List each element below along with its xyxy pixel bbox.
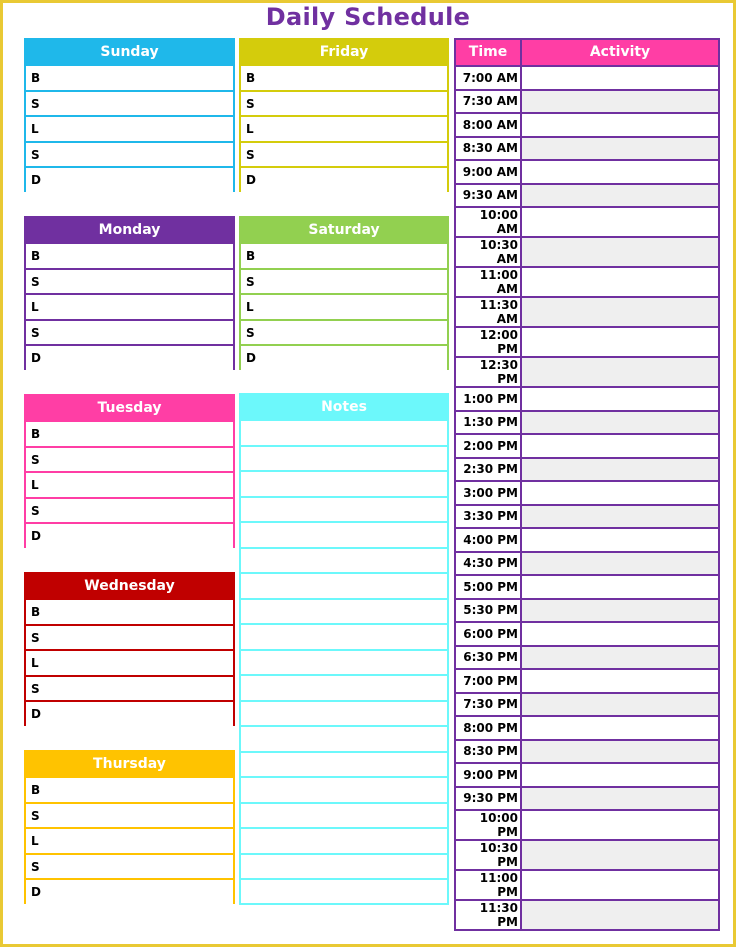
time-slot-row: [456, 136, 718, 160]
time-slot-row: [456, 433, 718, 457]
day-header: Wednesday: [26, 574, 233, 598]
time-label: 2:30 PM: [456, 459, 522, 481]
time-slot-row: [456, 266, 718, 296]
time-label: 12:30 PM: [456, 358, 522, 386]
activity-cell[interactable]: [522, 114, 718, 136]
time-label: 2:00 PM: [456, 435, 522, 457]
activity-cell[interactable]: [522, 67, 718, 89]
time-label: 8:00 PM: [456, 717, 522, 739]
time-label: 10:30 AM: [456, 238, 522, 266]
activity-cell[interactable]: [522, 185, 718, 207]
day-card-wednesday: [24, 572, 235, 726]
meal-row[interactable]: S: [26, 90, 233, 116]
time-label: 9:30 AM: [456, 185, 522, 207]
time-slot-row: [456, 236, 718, 266]
notes-line[interactable]: [241, 674, 447, 700]
activity-cell[interactable]: [522, 811, 718, 839]
time-slot-row: [456, 551, 718, 575]
notes-line[interactable]: [241, 547, 447, 573]
notes-line[interactable]: [241, 419, 447, 445]
day-header: Sunday: [26, 40, 233, 64]
time-slot-row: [456, 183, 718, 207]
time-label: 10:00 AM: [456, 208, 522, 236]
day-header: Saturday: [241, 218, 447, 242]
meal-row[interactable]: L: [26, 471, 233, 497]
time-label: 9:30 PM: [456, 788, 522, 810]
notes-line[interactable]: [241, 445, 447, 471]
time-slot-row: [456, 457, 718, 481]
meal-row[interactable]: D: [26, 166, 233, 192]
time-label: 8:00 AM: [456, 114, 522, 136]
meal-row[interactable]: S: [241, 268, 447, 294]
day-header: Monday: [26, 218, 233, 242]
time-slot-row: [456, 786, 718, 810]
meal-row[interactable]: B: [26, 420, 233, 446]
day-card-sunday: [24, 38, 235, 192]
activity-cell[interactable]: [522, 694, 718, 716]
activity-cell[interactable]: [522, 298, 718, 326]
activity-cell[interactable]: [522, 161, 718, 183]
time-slot-row: [456, 410, 718, 434]
meal-row[interactable]: S: [26, 624, 233, 650]
time-slot-row: [456, 621, 718, 645]
day-header: Tuesday: [26, 396, 233, 420]
time-label: 1:00 PM: [456, 388, 522, 410]
meal-row[interactable]: L: [26, 649, 233, 675]
time-label: 9:00 AM: [456, 161, 522, 183]
activity-cell[interactable]: [522, 238, 718, 266]
time-label: 5:30 PM: [456, 600, 522, 622]
activity-cell[interactable]: [522, 901, 718, 929]
notes-line[interactable]: [241, 649, 447, 675]
activity-cell[interactable]: [522, 600, 718, 622]
time-label: 11:30 AM: [456, 298, 522, 326]
time-label: 6:00 PM: [456, 623, 522, 645]
page-title: Daily Schedule: [265, 3, 471, 31]
activity-cell[interactable]: [522, 138, 718, 160]
time-slot-row: [456, 159, 718, 183]
meal-row[interactable]: S: [26, 141, 233, 167]
time-column-header: Time: [456, 40, 522, 65]
activity-cell[interactable]: [522, 506, 718, 528]
day-header: Friday: [241, 40, 447, 64]
time-label: 10:30 PM: [456, 841, 522, 869]
time-label: 10:00 PM: [456, 811, 522, 839]
notes-line[interactable]: [241, 725, 447, 751]
meal-row[interactable]: D: [26, 700, 233, 726]
meal-row[interactable]: B: [26, 598, 233, 624]
activity-cell[interactable]: [522, 553, 718, 575]
activity-cell[interactable]: [522, 841, 718, 869]
notes-header: Notes: [241, 395, 447, 419]
time-slot-row: [456, 715, 718, 739]
activity-cell[interactable]: [522, 529, 718, 551]
meal-row[interactable]: S: [26, 497, 233, 523]
activity-cell[interactable]: [522, 647, 718, 669]
time-slot-row: [456, 112, 718, 136]
activity-cell[interactable]: [522, 482, 718, 504]
time-slot-row: [456, 89, 718, 113]
day-card-thursday: [24, 750, 235, 904]
notes-line[interactable]: [241, 572, 447, 598]
time-label: 8:30 AM: [456, 138, 522, 160]
notes-line[interactable]: [241, 827, 447, 853]
activity-cell[interactable]: [522, 435, 718, 457]
meal-row[interactable]: B: [241, 64, 447, 90]
meal-row[interactable]: L: [26, 827, 233, 853]
activity-cell[interactable]: [522, 623, 718, 645]
time-label: 3:30 PM: [456, 506, 522, 528]
time-label: 1:30 PM: [456, 412, 522, 434]
notes-line[interactable]: [241, 598, 447, 624]
time-slot-row: [456, 206, 718, 236]
time-slot-row: [456, 598, 718, 622]
time-slot-row: [456, 839, 718, 869]
activity-cell[interactable]: [522, 871, 718, 899]
time-slot-row: [456, 809, 718, 839]
time-slot-row: [456, 356, 718, 386]
time-slot-row: [456, 899, 718, 929]
time-slot-row: [456, 326, 718, 356]
activity-cell[interactable]: [522, 717, 718, 739]
activity-cell[interactable]: [522, 388, 718, 410]
time-label: 5:00 PM: [456, 576, 522, 598]
time-slot-row: [456, 504, 718, 528]
meal-row[interactable]: B: [241, 242, 447, 268]
activity-cell[interactable]: [522, 268, 718, 296]
time-label: 4:00 PM: [456, 529, 522, 551]
time-label: 6:30 PM: [456, 647, 522, 669]
meal-row[interactable]: B: [26, 776, 233, 802]
meal-row[interactable]: S: [26, 446, 233, 472]
time-label: 7:00 PM: [456, 670, 522, 692]
time-label: 7:00 AM: [456, 67, 522, 89]
activity-cell[interactable]: [522, 91, 718, 113]
activity-cell[interactable]: [522, 764, 718, 786]
time-slot-row: [456, 645, 718, 669]
time-slot-row: [456, 67, 718, 89]
notes-line[interactable]: [241, 776, 447, 802]
meal-row[interactable]: S: [241, 319, 447, 345]
time-label: 9:00 PM: [456, 764, 522, 786]
notes-line[interactable]: [241, 496, 447, 522]
meal-row[interactable]: L: [241, 293, 447, 319]
meal-row[interactable]: S: [241, 141, 447, 167]
meal-row[interactable]: B: [26, 64, 233, 90]
activity-column-header: Activity: [522, 40, 718, 65]
day-card-saturday: [239, 216, 449, 370]
day-card-monday: [24, 216, 235, 370]
time-label: 7:30 AM: [456, 91, 522, 113]
meal-row[interactable]: D: [241, 344, 447, 370]
time-slot-row: [456, 869, 718, 899]
meal-row[interactable]: S: [241, 90, 447, 116]
time-label: 12:00 PM: [456, 328, 522, 356]
activity-cell[interactable]: [522, 576, 718, 598]
notes-line[interactable]: [241, 751, 447, 777]
notes-line[interactable]: [241, 521, 447, 547]
meal-row[interactable]: S: [26, 802, 233, 828]
notes-line[interactable]: [241, 700, 447, 726]
meal-row[interactable]: S: [26, 675, 233, 701]
time-label: 8:30 PM: [456, 741, 522, 763]
time-slot-row: [456, 762, 718, 786]
time-slot-row: [456, 739, 718, 763]
time-label: 11:00 PM: [456, 871, 522, 899]
notes-line[interactable]: [241, 802, 447, 828]
day-card-tuesday: [24, 394, 235, 548]
day-header: Thursday: [26, 752, 233, 776]
activity-cell[interactable]: [522, 741, 718, 763]
notes-line[interactable]: [241, 878, 447, 904]
time-slot-row: [456, 692, 718, 716]
meal-row[interactable]: L: [241, 115, 447, 141]
time-slot-row: [456, 527, 718, 551]
time-slot-row: [456, 574, 718, 598]
meal-row[interactable]: B: [26, 242, 233, 268]
meal-row[interactable]: D: [26, 344, 233, 370]
time-label: 11:00 AM: [456, 268, 522, 296]
meal-row[interactable]: D: [26, 878, 233, 904]
meal-row[interactable]: L: [26, 115, 233, 141]
notes-section: [239, 393, 449, 905]
notes-line[interactable]: [241, 470, 447, 496]
activity-cell[interactable]: [522, 412, 718, 434]
activity-cell[interactable]: [522, 459, 718, 481]
meal-row[interactable]: L: [26, 293, 233, 319]
time-slot-row: [456, 296, 718, 326]
time-label: 3:00 PM: [456, 482, 522, 504]
activity-cell[interactable]: [522, 208, 718, 236]
time-slot-row: [456, 668, 718, 692]
activity-cell[interactable]: [522, 670, 718, 692]
time-label: 4:30 PM: [456, 553, 522, 575]
meal-row[interactable]: S: [26, 319, 233, 345]
time-label: 7:30 PM: [456, 694, 522, 716]
time-slot-row: [456, 386, 718, 410]
schedule-header: [456, 40, 718, 67]
time-slot-row: [456, 480, 718, 504]
activity-cell[interactable]: [522, 328, 718, 356]
meal-row[interactable]: D: [26, 522, 233, 548]
activity-cell[interactable]: [522, 788, 718, 810]
time-label: 11:30 PM: [456, 901, 522, 929]
hourly-schedule: [454, 38, 720, 931]
day-card-friday: [239, 38, 449, 192]
meal-row[interactable]: S: [26, 853, 233, 879]
notes-line[interactable]: [241, 623, 447, 649]
activity-cell[interactable]: [522, 358, 718, 386]
meal-row[interactable]: S: [26, 268, 233, 294]
notes-line[interactable]: [241, 853, 447, 879]
meal-row[interactable]: D: [241, 166, 447, 192]
